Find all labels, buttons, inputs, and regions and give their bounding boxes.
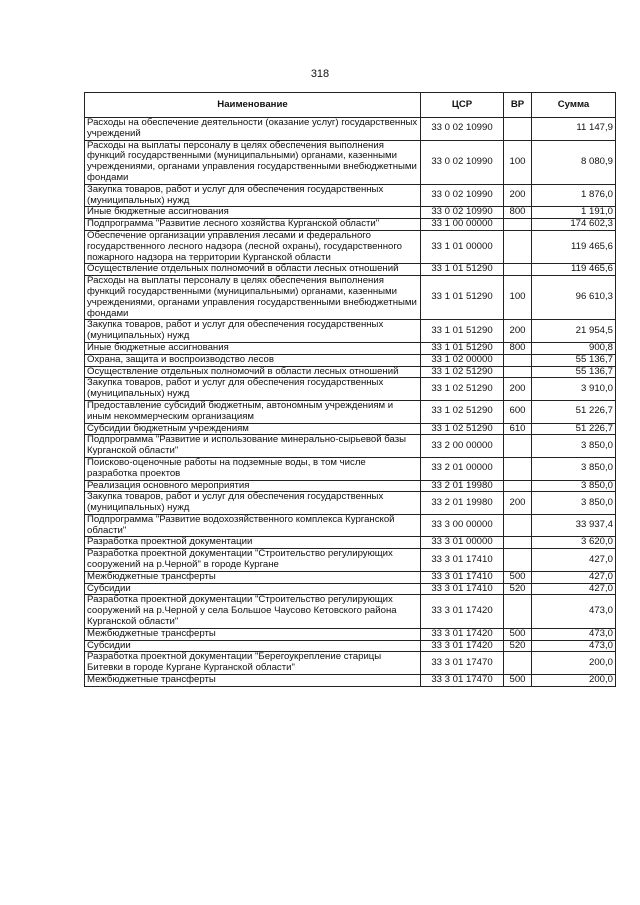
table-row <box>85 276 616 320</box>
table-row <box>85 549 616 572</box>
row-sum-cell: 21 954,5 <box>532 320 616 343</box>
row-sum-cell: 1 876,0 <box>532 184 616 207</box>
header-csr: ЦСР <box>421 93 504 118</box>
row-name-cell: Подпрограмма "Развитие лесного хозяйства Курганской области" <box>85 219 421 231</box>
row-csr-cell: 33 1 02 51290 <box>421 378 504 401</box>
row-csr-cell: 33 1 00 00000 <box>421 219 504 231</box>
row-sum-cell: 3 850,0 <box>532 492 616 515</box>
row-sum-cell: 33 937,4 <box>532 514 616 537</box>
row-sum-cell: 3 620,0 <box>532 537 616 549</box>
table-row <box>85 230 616 263</box>
row-csr-cell: 33 3 01 17420 <box>421 628 504 640</box>
row-sum-cell: 473,0 <box>532 595 616 628</box>
row-name-cell: Расходы на выплаты персоналу в целях обеспечения выполнения функций государственными (муниципальными) органами, казенными учреждениями, органами управления государственными внебюджетными фондами <box>85 276 421 320</box>
row-vr-cell: 100 <box>504 140 532 184</box>
row-sum-cell: 3 850,0 <box>532 435 616 458</box>
row-vr-cell: 600 <box>504 400 532 423</box>
row-vr-cell <box>504 480 532 492</box>
header-sum: Сумма <box>532 93 616 118</box>
row-vr-cell: 520 <box>504 640 532 652</box>
table-row <box>85 378 616 401</box>
row-sum-cell: 900,8 <box>532 342 616 354</box>
row-vr-cell: 500 <box>504 571 532 583</box>
row-vr-cell <box>504 549 532 572</box>
row-name-cell: Осуществление отдельных полномочий в области лесных отношений <box>85 366 421 378</box>
row-vr-cell: 610 <box>504 423 532 435</box>
row-csr-cell: 33 2 01 19980 <box>421 480 504 492</box>
row-vr-cell: 500 <box>504 675 532 687</box>
row-name-cell: Субсидии бюджетным учреждениям <box>85 423 421 435</box>
table-row <box>85 480 616 492</box>
row-csr-cell: 33 0 02 10990 <box>421 207 504 219</box>
table-header-row <box>85 93 616 118</box>
row-vr-cell <box>504 118 532 141</box>
row-name-cell: Закупка товаров, работ и услуг для обеспечения государственных (муниципальных) нужд <box>85 378 421 401</box>
table-row <box>85 219 616 231</box>
row-vr-cell: 800 <box>504 207 532 219</box>
row-csr-cell: 33 3 01 17410 <box>421 571 504 583</box>
table-row <box>85 320 616 343</box>
row-vr-cell: 520 <box>504 583 532 595</box>
table-row <box>85 652 616 675</box>
row-sum-cell: 427,0 <box>532 549 616 572</box>
row-name-cell: Разработка проектной документации <box>85 537 421 549</box>
row-name-cell: Реализация основного мероприятия <box>85 480 421 492</box>
row-name-cell: Субсидии <box>85 583 421 595</box>
table-row <box>85 675 616 687</box>
table-row <box>85 366 616 378</box>
table-row <box>85 118 616 141</box>
table-row <box>85 640 616 652</box>
table-row <box>85 184 616 207</box>
row-sum-cell: 55 136,7 <box>532 366 616 378</box>
row-sum-cell: 51 226,7 <box>532 423 616 435</box>
row-sum-cell: 473,0 <box>532 628 616 640</box>
page-number: 318 <box>310 68 330 80</box>
table-row <box>85 457 616 480</box>
row-vr-cell <box>504 435 532 458</box>
row-vr-cell <box>504 366 532 378</box>
row-name-cell: Субсидии <box>85 640 421 652</box>
row-vr-cell: 200 <box>504 492 532 515</box>
budget-table <box>84 92 616 687</box>
row-name-cell: Расходы на обеспечение деятельности (оказание услуг) государственных учреждений <box>85 118 421 141</box>
row-csr-cell: 33 1 01 51290 <box>421 342 504 354</box>
row-vr-cell <box>504 537 532 549</box>
table-row <box>85 492 616 515</box>
row-sum-cell: 3 910,0 <box>532 378 616 401</box>
row-csr-cell: 33 1 02 00000 <box>421 354 504 366</box>
row-csr-cell: 33 2 01 19980 <box>421 492 504 515</box>
table-row <box>85 628 616 640</box>
row-name-cell: Межбюджетные трансферты <box>85 628 421 640</box>
table-body <box>85 118 616 687</box>
row-name-cell: Разработка проектной документации "Берегоукрепление старицы Битевки в городе Кургане Курганской области" <box>85 652 421 675</box>
row-csr-cell: 33 1 01 51290 <box>421 264 504 276</box>
row-csr-cell: 33 1 02 51290 <box>421 423 504 435</box>
row-name-cell: Закупка товаров, работ и услуг для обеспечения государственных (муниципальных) нужд <box>85 492 421 515</box>
row-sum-cell: 119 465,6 <box>532 230 616 263</box>
row-csr-cell: 33 3 01 17420 <box>421 595 504 628</box>
row-name-cell: Расходы на выплаты персоналу в целях обеспечения выполнения функций государственными (муниципальными) органами, казенными учреждениями, органами управления государственными внебюджетными фондами <box>85 140 421 184</box>
row-sum-cell: 11 147,9 <box>532 118 616 141</box>
row-sum-cell: 1 191,0 <box>532 207 616 219</box>
row-vr-cell: 200 <box>504 184 532 207</box>
table-row <box>85 583 616 595</box>
row-name-cell: Подпрограмма "Развитие и использование минерально-сырьевой базы Курганской области" <box>85 435 421 458</box>
row-vr-cell: 100 <box>504 276 532 320</box>
row-name-cell: Предоставление субсидий бюджетным, автономным учреждениям и иным некоммерческим организациям <box>85 400 421 423</box>
row-name-cell: Охрана, защита и воспроизводство лесов <box>85 354 421 366</box>
row-name-cell: Закупка товаров, работ и услуг для обеспечения государственных (муниципальных) нужд <box>85 320 421 343</box>
row-vr-cell <box>504 354 532 366</box>
row-name-cell: Обеспечение организации управления лесами и федерального государственного лесного надзора (лесной охраны), государственного пожарного надзора на территории Курганской области <box>85 230 421 263</box>
row-name-cell: Осуществление отдельных полномочий в области лесных отношений <box>85 264 421 276</box>
row-csr-cell: 33 3 01 17410 <box>421 583 504 595</box>
table-row <box>85 595 616 628</box>
row-csr-cell: 33 3 00 00000 <box>421 514 504 537</box>
row-name-cell: Поисково-оценочные работы на подземные воды, в том числе разработка проектов <box>85 457 421 480</box>
row-sum-cell: 96 610,3 <box>532 276 616 320</box>
table-row <box>85 140 616 184</box>
row-name-cell: Подпрограмма "Развитие водохозяйственного комплекса Курганской области" <box>85 514 421 537</box>
row-vr-cell <box>504 514 532 537</box>
row-vr-cell: 200 <box>504 320 532 343</box>
row-name-cell: Межбюджетные трансферты <box>85 571 421 583</box>
row-csr-cell: 33 3 01 00000 <box>421 537 504 549</box>
row-name-cell: Иные бюджетные ассигнования <box>85 207 421 219</box>
row-csr-cell: 33 2 01 00000 <box>421 457 504 480</box>
row-sum-cell: 8 080,9 <box>532 140 616 184</box>
row-csr-cell: 33 0 02 10990 <box>421 184 504 207</box>
table-row <box>85 354 616 366</box>
row-name-cell: Иные бюджетные ассигнования <box>85 342 421 354</box>
row-vr-cell: 800 <box>504 342 532 354</box>
row-sum-cell: 119 465,6 <box>532 264 616 276</box>
row-sum-cell: 55 136,7 <box>532 354 616 366</box>
row-sum-cell: 200,0 <box>532 652 616 675</box>
row-csr-cell: 33 0 02 10990 <box>421 118 504 141</box>
table-row <box>85 400 616 423</box>
row-sum-cell: 427,0 <box>532 571 616 583</box>
table-row <box>85 435 616 458</box>
row-sum-cell: 427,0 <box>532 583 616 595</box>
row-csr-cell: 33 3 01 17420 <box>421 640 504 652</box>
row-vr-cell <box>504 595 532 628</box>
table-row <box>85 207 616 219</box>
row-name-cell: Закупка товаров, работ и услуг для обеспечения государственных (муниципальных) нужд <box>85 184 421 207</box>
table-row <box>85 514 616 537</box>
row-csr-cell: 33 1 01 00000 <box>421 230 504 263</box>
row-vr-cell <box>504 457 532 480</box>
row-csr-cell: 33 3 01 17470 <box>421 675 504 687</box>
row-csr-cell: 33 3 01 17470 <box>421 652 504 675</box>
row-name-cell: Межбюджетные трансферты <box>85 675 421 687</box>
row-name-cell: Разработка проектной документации "Строительство регулирующих сооружений на р.Черной" в городе Кургане <box>85 549 421 572</box>
row-csr-cell: 33 2 00 00000 <box>421 435 504 458</box>
row-vr-cell: 500 <box>504 628 532 640</box>
table-row <box>85 264 616 276</box>
row-sum-cell: 3 850,0 <box>532 457 616 480</box>
header-vr: ВР <box>504 93 532 118</box>
row-vr-cell <box>504 219 532 231</box>
table-row <box>85 342 616 354</box>
row-sum-cell: 3 850,0 <box>532 480 616 492</box>
row-csr-cell: 33 1 01 51290 <box>421 320 504 343</box>
row-name-cell: Разработка проектной документации "Строительство регулирующих сооружений на р.Черной у села Большое Чаусово Кетовского района Курганской области" <box>85 595 421 628</box>
row-csr-cell: 33 1 01 51290 <box>421 276 504 320</box>
row-sum-cell: 473,0 <box>532 640 616 652</box>
row-csr-cell: 33 1 02 51290 <box>421 400 504 423</box>
table-row <box>85 571 616 583</box>
row-sum-cell: 51 226,7 <box>532 400 616 423</box>
table-row <box>85 537 616 549</box>
row-csr-cell: 33 0 02 10990 <box>421 140 504 184</box>
row-vr-cell <box>504 652 532 675</box>
row-vr-cell <box>504 230 532 263</box>
table-row <box>85 423 616 435</box>
row-vr-cell: 200 <box>504 378 532 401</box>
header-name: Наименование <box>85 93 421 118</box>
row-sum-cell: 200,0 <box>532 675 616 687</box>
row-csr-cell: 33 1 02 51290 <box>421 366 504 378</box>
row-vr-cell <box>504 264 532 276</box>
row-csr-cell: 33 3 01 17410 <box>421 549 504 572</box>
row-sum-cell: 174 602,3 <box>532 219 616 231</box>
